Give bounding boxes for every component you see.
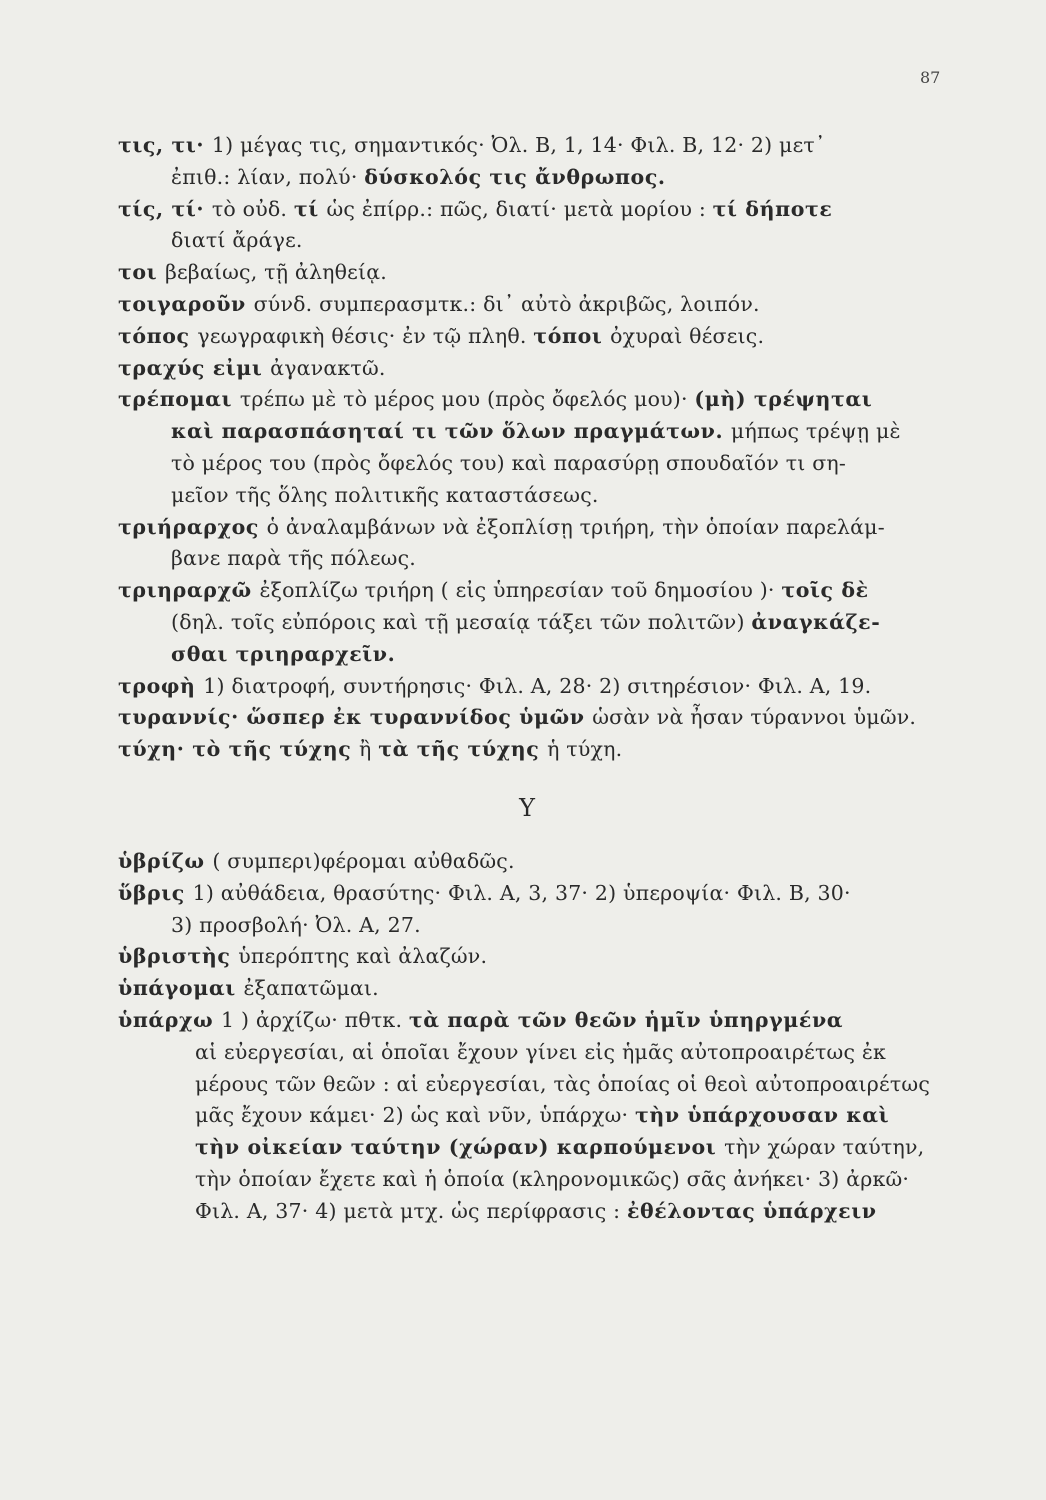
definition-text: Υ: [519, 793, 535, 822]
headword: σθαι τριηραρχεῖν.: [171, 641, 396, 666]
text-line: [118, 416, 966, 448]
headword: ἀναγκάζε-: [751, 609, 881, 634]
headword: καὶ παρασπάσηταί τι τῶν ὅλων πραγμάτων.: [171, 419, 731, 444]
text-line: [118, 1100, 966, 1132]
headword: τὰ τῆς τύχης: [378, 737, 548, 762]
dictionary-text: [118, 130, 966, 1228]
text-line: [118, 973, 966, 1005]
text-line: [118, 162, 966, 194]
definition-text: τὴν χώραν ταύτην,: [724, 1135, 925, 1160]
headword: τόπος: [118, 323, 198, 348]
definition-text: ἢ: [359, 737, 379, 762]
definition-text: ( συμπερι)φέρομαι αὐθαδῶς.: [212, 848, 515, 873]
headword: τί δήποτε: [712, 196, 833, 221]
text-line: [118, 1037, 966, 1069]
definition-text: τρέπω μὲ τὸ μέρος μου (πρὸς ὄφελός μου)·: [239, 387, 695, 412]
headword: ὑπάγομαι: [118, 976, 244, 1001]
definition-text: γεωγραφικὴ θέσις· ἐν τῷ πληθ.: [197, 323, 534, 348]
definition-text: βεβαίως, τῇ ἀληθείᾳ.: [164, 260, 387, 285]
definition-text: ὡσὰν νὰ ἦσαν τύραννοι ὑμῶν.: [592, 705, 917, 730]
text-line: [118, 1132, 966, 1164]
definition-text: τὴν ὁποίαν ἔχετε καὶ ἡ ὁποία (κληρονομικῶς) σᾶς ἀνήκει· 3) ἀρκῶ·: [195, 1166, 910, 1191]
text-line: [118, 1164, 966, 1196]
definition-text: ἐπιθ.: λίαν, πολύ·: [171, 164, 365, 189]
definition-text: τὸ μέρος του (πρὸς ὄφελός του) καὶ παρασύρῃ σπουδαῖόν τι ση-: [171, 450, 847, 475]
headword: τίς, τί·: [118, 196, 212, 221]
definition-text: διατί ἄράγε.: [171, 228, 303, 253]
text-line: [118, 1069, 966, 1101]
text-line: [118, 512, 966, 544]
text-line: [118, 194, 966, 226]
text-line: [118, 448, 966, 480]
definition-text: (δηλ. τοῖς εὐπόροις καὶ τῇ μεσαίᾳ τάξει τῶν πολιτῶν): [171, 609, 752, 634]
headword: τοιγαροῦν: [118, 291, 254, 316]
definition-text: 1) διατροφή, συντήρησις· Φιλ. Α, 28· 2) σιτηρέσιον· Φιλ. Α, 19.: [203, 673, 872, 698]
text-line: [118, 225, 966, 257]
text-line: [118, 910, 966, 942]
definition-text: 1) αὐθάδεια, θρασύτης· Φιλ. Α, 3, 37· 2) ὑπεροψία· Φιλ. Β, 30·: [192, 880, 851, 905]
definition-text: βανε παρὰ τῆς πόλεως.: [171, 546, 416, 571]
headword: τοῖς δὲ: [781, 578, 869, 603]
definition-text: μήπως τρέψῃ μὲ: [730, 419, 901, 444]
text-line: [118, 289, 966, 321]
text-line: [118, 878, 966, 910]
text-line: [118, 734, 966, 766]
definition-text: ὑπερόπτης καὶ ἀλαζών.: [238, 944, 488, 969]
definition-text: 3) προσβολή· Ὀλ. Α, 27.: [171, 912, 421, 937]
headword: τί: [293, 196, 327, 221]
headword: ὑβρίζω: [118, 848, 213, 873]
text-line: [118, 257, 966, 289]
text-line: [118, 130, 966, 162]
definition-text: σύνδ. συμπερασμτκ.: δι᾿ αὐτὸ ἀκριβῶς, λοιπόν.: [253, 291, 760, 316]
headword: (μὴ) τρέψηται: [694, 387, 873, 412]
headword: τοι: [118, 260, 165, 285]
headword: τόποι: [533, 323, 611, 348]
text-line: [118, 480, 966, 512]
section-letter: [118, 788, 966, 828]
text-line: [118, 353, 966, 385]
headword: τὴν ὑπάρχουσαν καὶ: [634, 1103, 890, 1128]
headword: ὕβρις: [118, 880, 193, 905]
headword: τροφὴ: [118, 673, 204, 698]
headword: ὑβριστὴς: [118, 944, 239, 969]
definition-text: μᾶς ἔχουν κάμει· 2) ὡς καὶ νῦν, ὑπάρχω·: [195, 1103, 635, 1128]
text-line: [118, 321, 966, 353]
definition-text: αἱ εὐεργεσίαι, αἱ ὁποῖαι ἔχουν γίνει εἰς ἡμᾶς αὐτοπροαιρέτως ἐκ: [195, 1039, 887, 1064]
text-line: [118, 1196, 966, 1228]
definition-text: 1) μέγας τις, σημαντικός· Ὀλ. Β, 1, 14· Φιλ. Β, 12· 2) μετ᾿: [211, 133, 826, 157]
text-line: [118, 607, 966, 639]
headword: τις, τι·: [118, 133, 212, 157]
text-line: [118, 1005, 966, 1037]
text-line: [118, 543, 966, 575]
definition-text: τὸ οὐδ.: [211, 196, 294, 221]
headword: ὑπάρχω: [118, 1007, 221, 1032]
text-line: [118, 702, 966, 734]
definition-text: ὀχυραὶ θέσεις.: [610, 323, 765, 348]
text-line: [118, 639, 966, 671]
text-line: [118, 846, 966, 878]
headword: τριηραρχῶ: [118, 578, 260, 603]
text-line: [118, 941, 966, 973]
definition-text: ἡ τύχη.: [547, 737, 623, 762]
headword: τραχύς εἰμι: [118, 355, 271, 380]
text-line: [118, 671, 966, 703]
definition-text: 1 ) ἀρχίζω· πθτκ.: [220, 1007, 409, 1032]
definition-text: μεῖον τῆς ὅλης πολιτικῆς καταστάσεως.: [171, 482, 599, 507]
headword: τὴν οἰκείαν ταύτην (χώραν) καρπούμενοι: [195, 1135, 725, 1160]
headword: ἐθέλοντας ὑπάρχειν: [626, 1198, 877, 1223]
text-line: [118, 575, 966, 607]
definition-text: μέρους τῶν θεῶν : αἱ εὐεργεσίαι, τὰς ὁποίας οἱ θεοὶ αὐτοπροαιρέτως: [195, 1071, 931, 1096]
definition-text: ὁ ἀναλαμβάνων νὰ ἐξοπλίσῃ τριήρη, τὴν ὁποίαν παρελάμ-: [266, 514, 885, 539]
headword: δύσκολός τις ἄνθρωπος.: [364, 164, 666, 189]
page-number: 87: [920, 68, 941, 87]
definition-text: ἐξοπλίζω τριήρη ( εἰς ὑπηρεσίαν τοῦ δημοσίου )·: [259, 578, 782, 603]
headword: τὰ παρὰ τῶν θεῶν ἡμῖν ὑπηργμένα: [408, 1007, 844, 1032]
headword: τρέπομαι: [118, 387, 240, 412]
headword: τύχη· τὸ τῆς τύχης: [118, 737, 360, 762]
headword: τριήραρχος: [118, 514, 267, 539]
definition-text: ἐξαπατῶμαι.: [243, 976, 379, 1001]
definition-text: ἀγανακτῶ.: [270, 355, 386, 380]
headword: τυραννίς· ὥσπερ ἐκ τυραννίδος ὑμῶν: [118, 705, 593, 730]
definition-text: Φιλ. Α, 37· 4) μετὰ μτχ. ὡς περίφρασις :: [195, 1198, 627, 1223]
text-line: [118, 384, 966, 416]
definition-text: ὡς ἐπίρρ.: πῶς, διατί· μετὰ μορίου :: [326, 196, 713, 221]
